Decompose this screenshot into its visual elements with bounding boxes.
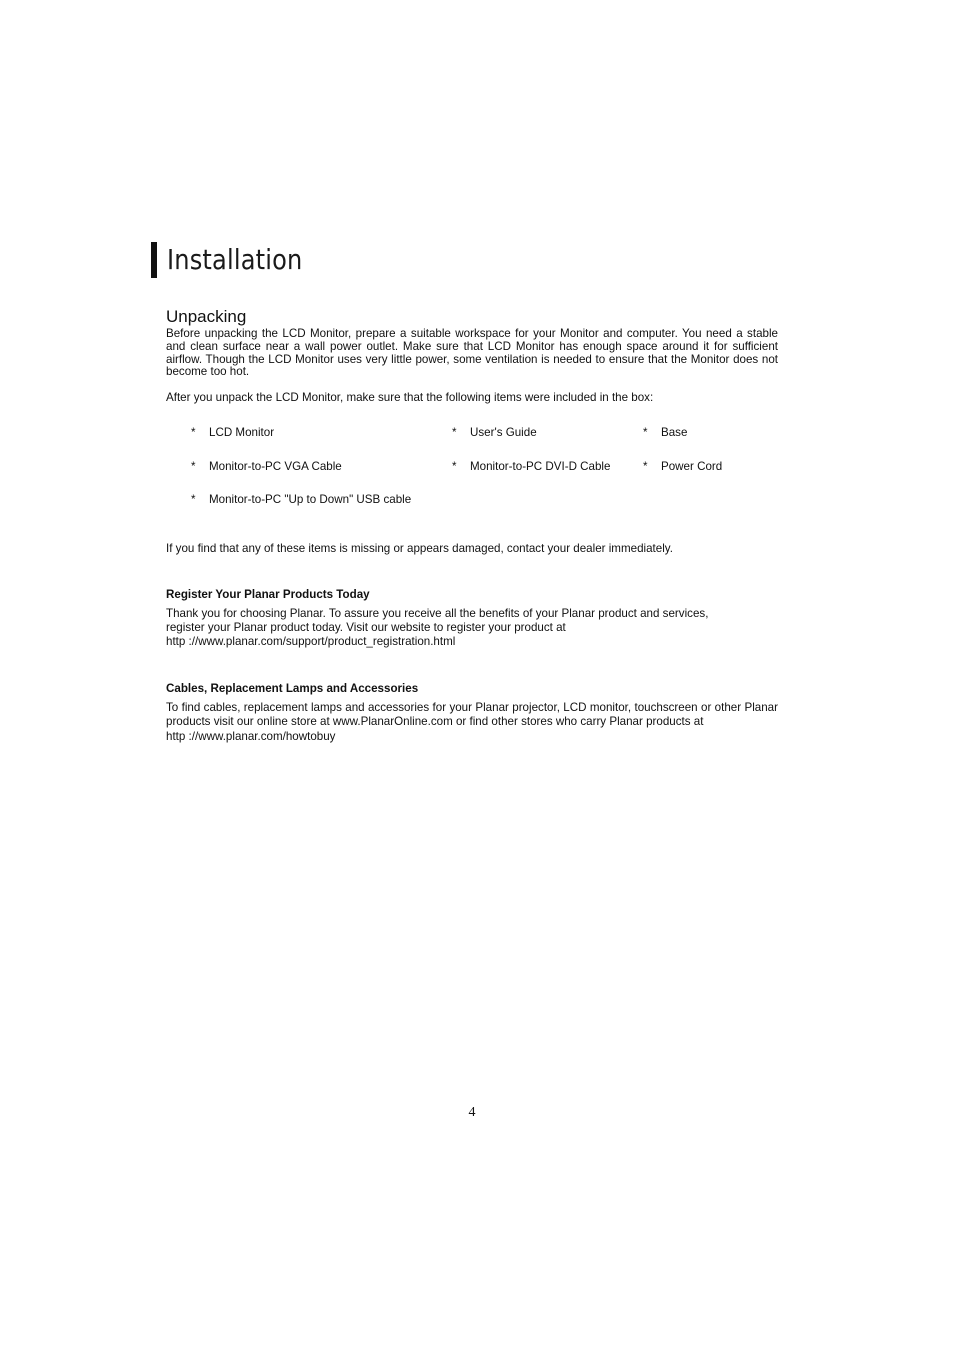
section-title-unpacking: Unpacking [166, 307, 247, 326]
page-heading [151, 241, 324, 279]
register-line: Thank you for choosing Planar. To assure you receive all the benefits of your Planar product and services, [166, 606, 709, 620]
bullet-star: * [191, 492, 196, 506]
item-label: LCD Monitor [209, 425, 275, 439]
item-label: Power Cord [661, 459, 723, 473]
list-item [191, 426, 274, 439]
section-title-register: Register Your Planar Products Today [166, 587, 370, 601]
heading-accent-bar [151, 242, 157, 278]
bullet-star: * [643, 459, 648, 473]
unpacking-paragraph: Before unpacking the LCD Monitor, prepare a suitable workspace for your Monitor and computer. You need a stable and clean surface near a wall power outlet. Make sure that LCD Monitor has enough space around it for sufficient airflow. Though the LCD Monitor uses very little power, some ventilation is needed to ensure that the Monitor does not become too hot. [166, 327, 778, 379]
register-url: http ://www.planar.com/support/product_registration.html [166, 634, 456, 648]
list-item [452, 460, 610, 473]
item-label: Base [661, 425, 688, 439]
page-title: Installation [167, 243, 303, 276]
list-item [643, 426, 687, 439]
list-item [191, 493, 411, 506]
bullet-star: * [643, 425, 648, 439]
cables-paragraph: To find cables, replacement lamps and accessories for your Planar projector, LCD monitor, touchscreen or other Planar products visit our online store at www.PlanarOnline.com or find other stores who carry Planar products at [166, 700, 778, 729]
list-item [452, 426, 537, 439]
item-label: Monitor-to-PC VGA Cable [209, 459, 342, 473]
page-number: 4 [468, 1105, 476, 1120]
included-items-intro: After you unpack the LCD Monitor, make sure that the following items were included in the box: [166, 391, 654, 405]
included-items-list [166, 420, 778, 532]
bullet-star: * [191, 459, 196, 473]
list-item [191, 460, 342, 473]
register-line: register your Planar product today. Visit our website to register your product at [166, 620, 566, 634]
bullet-star: * [191, 425, 196, 439]
item-label: Monitor-to-PC DVI-D Cable [470, 459, 611, 473]
missing-items-note: If you find that any of these items is missing or appears damaged, contact your dealer immediately. [166, 541, 673, 555]
bullet-star: * [452, 425, 457, 439]
section-title-cables: Cables, Replacement Lamps and Accessories [166, 681, 419, 695]
main-content [166, 306, 778, 744]
item-label: User's Guide [470, 425, 537, 439]
list-item [643, 460, 722, 473]
bullet-star: * [452, 459, 457, 473]
item-label: Monitor-to-PC "Up to Down" USB cable [209, 492, 412, 506]
cables-url: http ://www.planar.com/howtobuy [166, 729, 336, 743]
